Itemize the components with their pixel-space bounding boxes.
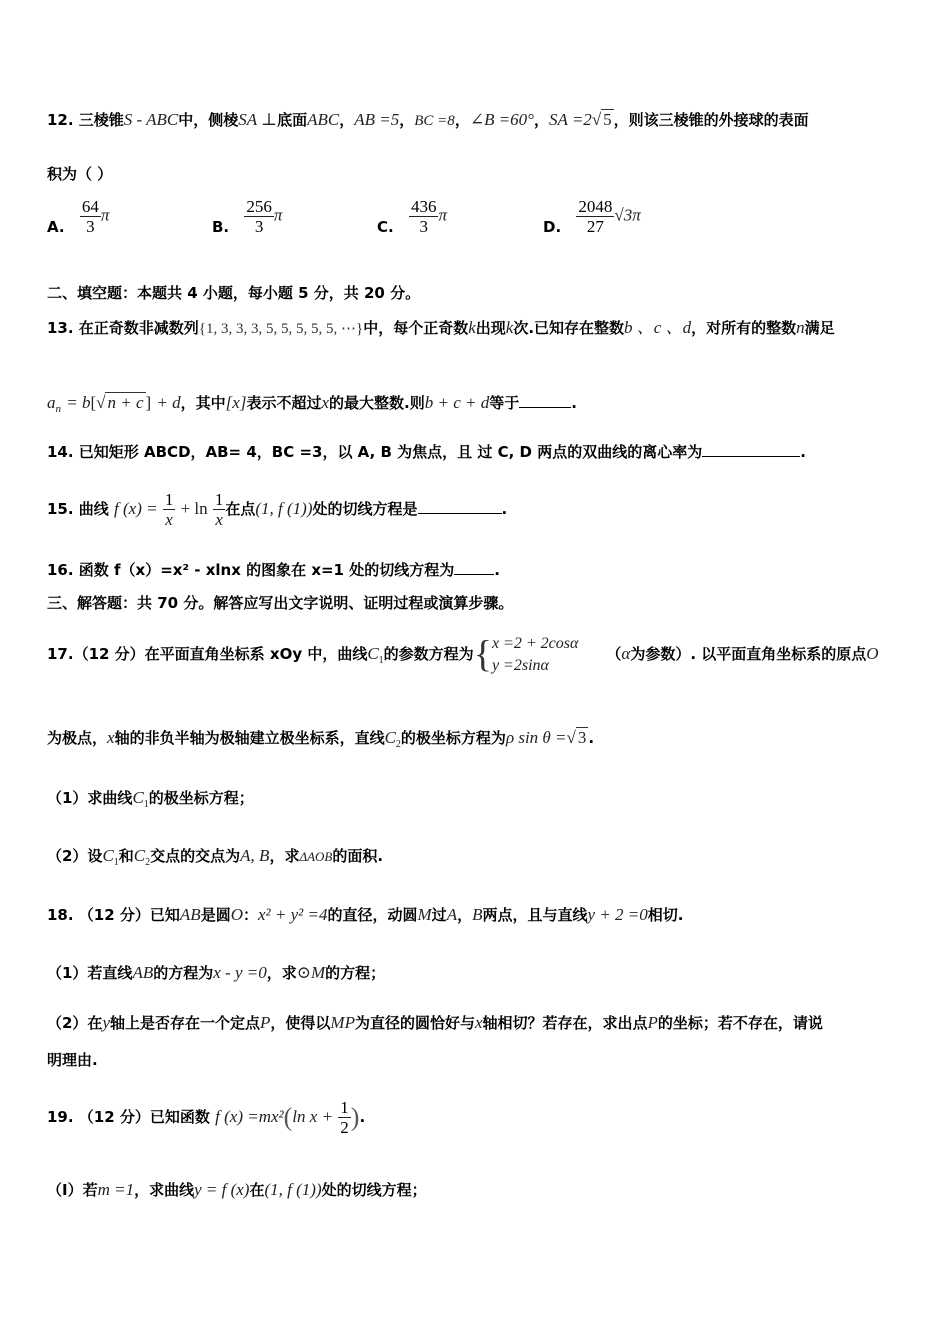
option-fraction: $\frac{256}{3}$ (246, 196, 272, 236)
question-18-part-2-line-2 (47, 1050, 910, 1070)
q18-text: 明理由. (47, 1051, 98, 1069)
q17-text: 为参数）. 以平面直角坐标系的原点 (630, 645, 867, 663)
q14-text: . (800, 443, 806, 461)
q15-text: 15. 曲线 (47, 500, 109, 518)
question-15 (47, 490, 910, 529)
q17-text: . (588, 729, 595, 747)
math-expr: m =1 (97, 1180, 135, 1199)
q13-text: 的最大整数.则 (329, 394, 425, 412)
q18-text: （2）在 (47, 1014, 103, 1032)
option-tail: π (100, 205, 110, 225)
section-2-heading (47, 283, 910, 303)
math-expr: A (446, 905, 458, 924)
q18-text: 的坐标；若不存在，请说 (657, 1014, 823, 1032)
q19-text: 19. （12 分）已知函数 (47, 1108, 210, 1126)
math-expr: C (384, 728, 396, 747)
math-expr: C (367, 644, 379, 663)
math-expr: 5 (603, 110, 612, 129)
math-expr: k (505, 318, 514, 337)
q18-text: ，使得以 (270, 1014, 331, 1032)
question-19-part-1 (47, 1180, 910, 1200)
q17-text: （ (606, 645, 622, 663)
q16-text: 16. 函数 f（x）=x² - xlnx 的图象在 x=1 处的切线方程为 (47, 561, 455, 579)
q13-text: 表示不超过 (246, 394, 322, 412)
math-expr: SA ⊥ (238, 110, 278, 129)
q19-text: 处的切线方程； (321, 1181, 427, 1199)
math-expr: (1, f (1)) (264, 1180, 322, 1199)
q17-text: 为极点， (47, 729, 108, 747)
question-16 (47, 560, 910, 580)
q12-text: ，则该三棱锥的外接球的表面 (613, 111, 809, 129)
q18-text: 轴上是否存在一个定点 (109, 1014, 260, 1032)
question-17-line-2: 为极点，x轴的非负半轴为极轴建立极坐标系，直线$C_2$的极坐标方程为ρ sin θ =√ 3 . (47, 728, 595, 750)
math-expr: + ln (180, 499, 208, 518)
question-13-line-1 (47, 318, 910, 339)
option-label: B. (212, 218, 230, 236)
math-expr: MP (330, 1013, 355, 1032)
math-expr: AB =5 (354, 110, 400, 129)
math-expr: P (647, 1013, 658, 1032)
q17-text: 的极坐标方程； (148, 789, 254, 807)
q17-text: 和 (118, 847, 134, 865)
option-b[interactable] (212, 196, 282, 236)
q13-text: . (571, 394, 577, 412)
math-expr: x - y =0 (213, 963, 267, 982)
section-heading: 三、解答题：共 70 分。解答应写出文字说明、证明过程或演算步骤。 (47, 594, 514, 612)
math-expr: x (321, 393, 330, 412)
q18-text: 的直径，动圆 (327, 906, 418, 924)
math-expr: x (474, 1013, 483, 1032)
fraction: $\frac{1}{x}$ (214, 490, 224, 529)
math-expr: ⊙M (296, 963, 326, 982)
option-label: A. (47, 218, 65, 236)
q13-text: 次.已知存在整数 (513, 319, 625, 337)
q17-text: 轴的非负半轴为极轴建立极坐标系，直线 (114, 729, 385, 747)
math-expr: ∠B =60° (469, 110, 534, 129)
q17-text: （1）求曲线 (47, 789, 133, 807)
q13-text: 13. 在正奇数非减数列 (47, 319, 199, 337)
q13-text: ，对所有的整数 (691, 319, 797, 337)
q18-text: 的方程； (325, 964, 386, 982)
question-12-line-1: 12. 三棱锥S - ABC中，侧棱SA ⊥底面ABC，AB =5，BC =8，∠B =60°，SA =2√ 5 ，则该三棱锥的外接球的表面 (47, 110, 809, 129)
math-expr: x² + y² =4 (258, 905, 328, 924)
q13-text: ，其中 (180, 394, 226, 412)
math-expr: b + c + d (424, 393, 490, 412)
math-expr: f (x) =mx² (215, 1107, 284, 1126)
math-expr: P (260, 1013, 271, 1032)
math-expr: A, B (240, 846, 270, 865)
q18-text: 相切. (647, 906, 684, 924)
math-expr: S - ABC (123, 110, 179, 129)
q17-text: 17.（12 分）在平面直角坐标系 xOy 中，曲线 (47, 645, 368, 663)
math-expr: ln x + (292, 1107, 334, 1126)
q18-text: 的方程为 (153, 964, 214, 982)
q18-text: ， (457, 906, 473, 924)
q15-text: 在点 (225, 500, 256, 518)
q19-text: （Ⅰ）若 (47, 1181, 98, 1199)
parametric-system: x =2 + 2cosα y =2sinα (491, 634, 579, 674)
q12-text: 底面 (277, 111, 308, 129)
math-expr: f (x) = (114, 499, 158, 518)
q18-text: 轴相切？若存在，求出点 (482, 1014, 648, 1032)
math-expr: C (102, 846, 114, 865)
math-expr: n (55, 403, 61, 415)
q15-text: 处的切线方程是 (312, 500, 418, 518)
q18-text: （1）若直线 (47, 964, 133, 982)
math-expr: AB (132, 963, 154, 982)
q17-text: 的面积. (332, 847, 384, 865)
q18-text: 为直径的圆恰好与 (354, 1014, 475, 1032)
q17-text: 的参数方程为 (383, 645, 474, 663)
math-expr: ABC (307, 110, 340, 129)
math-expr: M (417, 905, 432, 924)
math-expr: k (468, 318, 476, 337)
question-14 (47, 442, 910, 462)
q18-text: 是圆 (200, 906, 231, 924)
math-expr: x (107, 728, 115, 747)
q17-text: 的极坐标方程为 (400, 729, 506, 747)
question-18-part-2-line-1 (47, 1013, 910, 1033)
option-a[interactable] (47, 196, 109, 236)
option-tail: √3π (614, 205, 641, 225)
math-expr: [x] (225, 393, 247, 412)
math-expr: n (796, 318, 805, 337)
math-expr: + d (156, 393, 181, 412)
math-expr: O (866, 644, 879, 663)
question-13-line-2: $a_n = b[√$ n + c ] + d，其中[x]表示不超过x的最大整数.则b + c + d等于 . (47, 393, 577, 415)
question-18-line-1 (47, 905, 910, 925)
math-expr: {1, 3, 3, 3, 5, 5, 5, 5, 5, ⋯} (198, 321, 364, 337)
q13-text: 出现 (475, 319, 506, 337)
math-expr: α (621, 644, 631, 663)
q19-text: ，求曲线 (134, 1181, 195, 1199)
answer-blank[interactable] (519, 407, 571, 408)
option-label: C. (377, 218, 394, 236)
option-label: D. (543, 218, 562, 236)
q18-text: 两点，且与直线 (482, 906, 588, 924)
answer-blank[interactable] (702, 456, 800, 457)
question-17-part-2: （2）设$C_1$和$C_2$交点的交点为A, B，求ΔAOB的面积. (47, 846, 384, 868)
q12-text: 积为（ ） (47, 165, 113, 183)
option-tail: π (438, 205, 447, 225)
q14-text: 14. 已知矩形 ABCD，AB= 4，BC =3，以 A, B 为焦点，且 过 C, D 两点的双曲线的离心率为 (47, 443, 703, 461)
question-17-line-1: 17.（12 分）在平面直角坐标系 xOy 中，曲线$C_1$的参数方程为{ x =2 + 2cosα y =2sinα （α为参数）. 以平面直角坐标系的原点O (47, 633, 879, 676)
question-17-part-1: （1）求曲线$C_1$的极坐标方程； (47, 788, 254, 810)
q19-text: 在 (249, 1181, 265, 1199)
question-18-part-1 (47, 963, 910, 983)
question-19: 19. （12 分）已知函数 f (x) =mx²(ln x + $\frac{1}{2}$ ). (47, 1098, 366, 1137)
math-expr: = b (66, 393, 91, 412)
math-expr: B (472, 905, 483, 924)
math-expr: C (132, 788, 144, 807)
option-fraction: $\frac{64}{3}$ (81, 196, 99, 236)
option-fraction: $\frac{436}{3}$ (410, 196, 437, 236)
q13-text: 满足 (804, 319, 835, 337)
q15-text: . (501, 500, 508, 518)
q13-text: 中，每个正奇数 (363, 319, 469, 337)
math-expr: y = f (x) (194, 1180, 250, 1199)
q17-text: ，求 (269, 847, 300, 865)
math-expr: b 、c 、d (624, 318, 692, 337)
q16-text: . (494, 561, 500, 579)
fraction: $\frac{1}{2}$ (340, 1098, 349, 1137)
math-expr: C (133, 846, 146, 865)
math-expr: 3 (577, 728, 587, 747)
option-c[interactable] (377, 196, 447, 236)
math-expr: ρ sin θ = (505, 728, 567, 747)
math-expr: BC =8 (414, 113, 455, 129)
math-expr: AB (179, 905, 201, 924)
math-expr: SA =2 (549, 110, 592, 129)
q18-text: ： (242, 906, 258, 924)
math-expr: ΔAOB (299, 849, 333, 864)
option-tail: π (273, 205, 283, 225)
section-heading: 二、填空题：本题共 4 小题，每小题 5 分，共 20 分。 (47, 284, 421, 302)
q17-text: （2）设 (47, 847, 103, 865)
q13-text: 等于 (489, 394, 520, 412)
option-d[interactable] (543, 196, 641, 236)
q17-text: 交点的交点为 (150, 847, 241, 865)
math-expr: y (102, 1013, 110, 1032)
q19-text: . (359, 1108, 366, 1126)
q12-text: 12. 三棱锥 (47, 111, 124, 129)
answer-blank[interactable] (418, 513, 502, 514)
option-fraction: $\frac{2048}{27}$ (578, 196, 613, 236)
q12-text: 中，侧棱 (178, 111, 239, 129)
math-expr: a (47, 393, 56, 412)
section-3-heading (47, 593, 910, 613)
math-expr: O (230, 905, 243, 924)
question-12-line-2 (47, 164, 910, 184)
math-expr: y + 2 =0 (587, 905, 648, 924)
q18-text: 过 (431, 906, 447, 924)
math-expr: (1, f (1)) (255, 499, 313, 518)
answer-blank[interactable] (454, 574, 494, 575)
math-expr: n + c (107, 393, 144, 412)
q18-text: ，求 (266, 964, 297, 982)
q18-text: 18. （12 分）已知 (47, 906, 180, 924)
fraction: $\frac{1}{x}$ (164, 490, 174, 529)
